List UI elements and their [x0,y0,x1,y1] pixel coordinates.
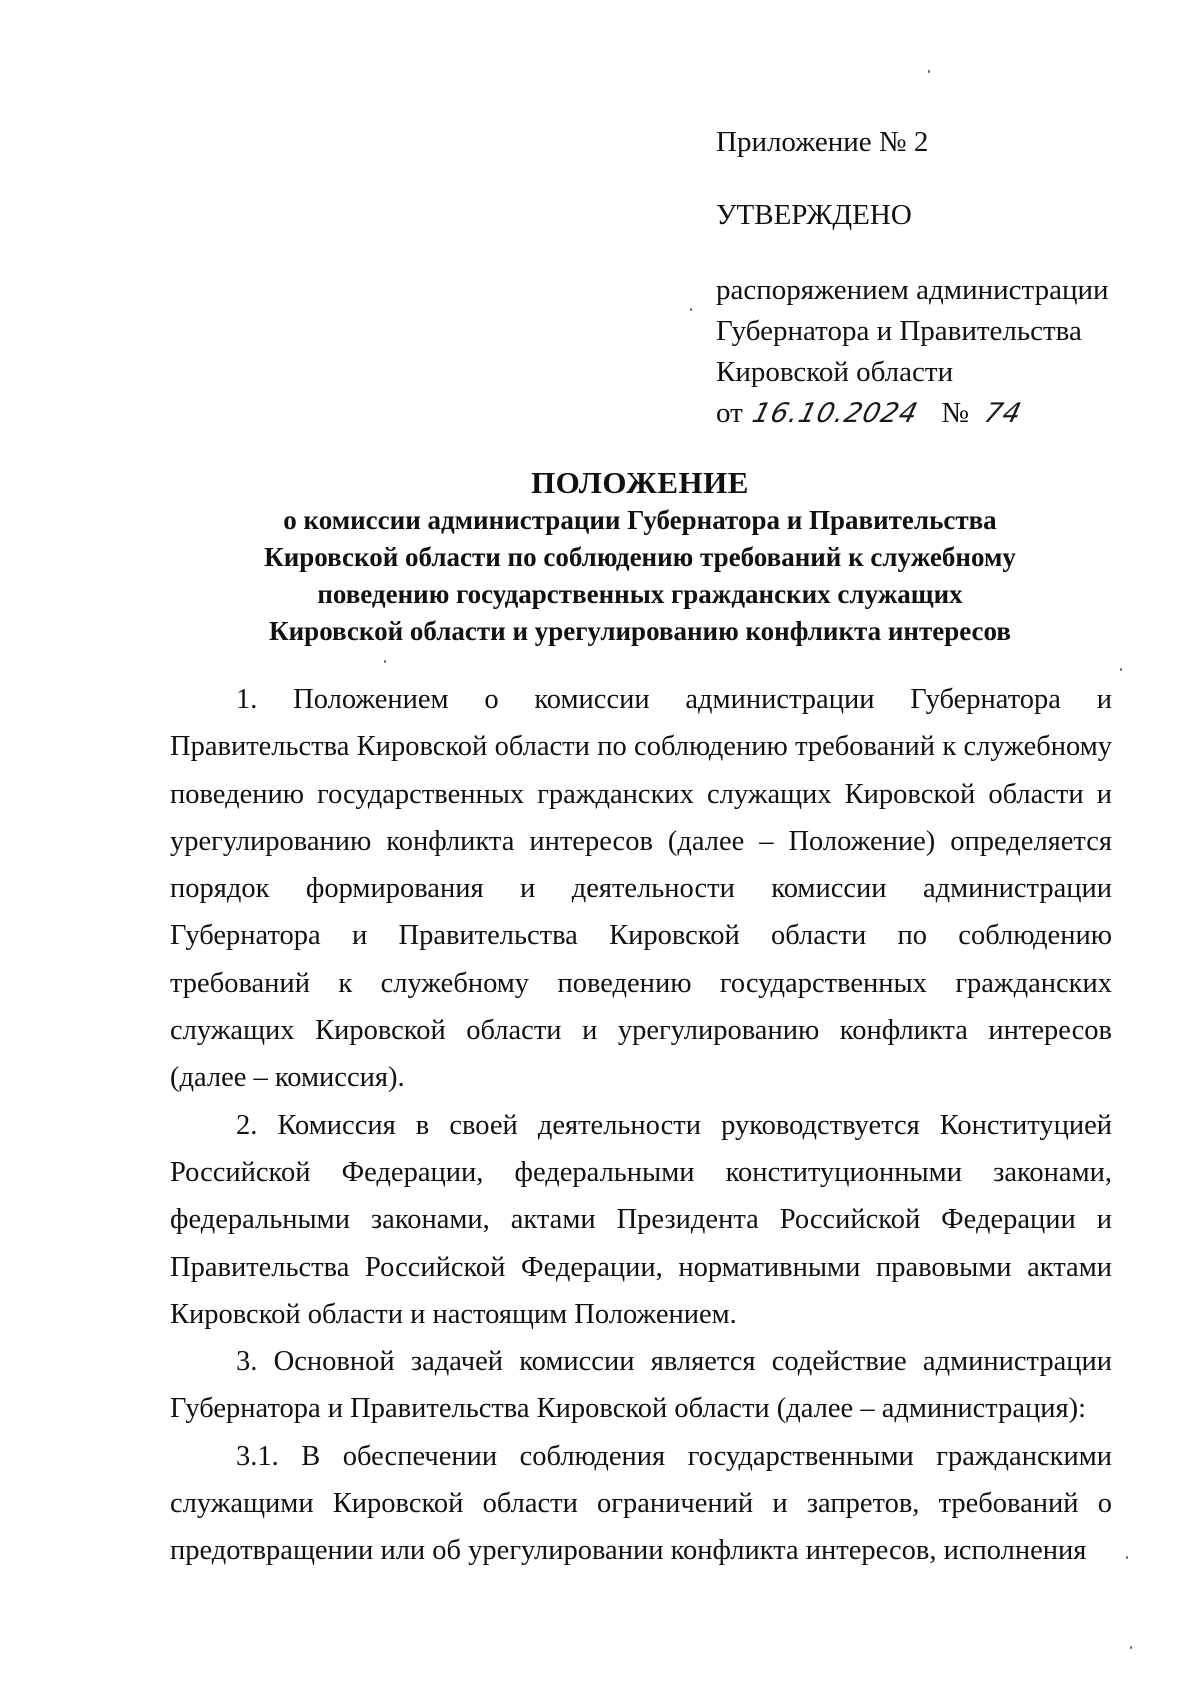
scan-speck [928,70,930,73]
subtitle-line-2: Кировской области по соблюдению требований к служебному [264,542,1016,572]
date-prefix: от [716,397,743,429]
document-title [170,464,1110,650]
title-main: ПОЛОЖЕНИЕ [531,465,749,500]
scan-speck [690,308,692,311]
order-line-2: Губернатора и Правительства [716,315,1082,347]
scan-speck [1130,1646,1132,1649]
scan-speck [1120,668,1122,671]
subtitle-line-3: поведению государственных гражданских служащих [317,579,963,609]
subtitle-line-1: о комиссии администрации Губернатора и Правительства [283,505,997,535]
paragraph-2: 2. Комиссия в своей деятельности руководствуется Конституцией Российской Федерации, федеральными конституционными законами, федеральными законами, актами Президента Российской Федерации и Правительства Российской Федерации, нормативными правовыми актами Кировской области и настоящим Положением. [170,1109,1112,1330]
order-date-line [716,393,1156,434]
order-line-3: Кировской области [716,356,954,388]
paragraph-3: 3. Основной задачей комиссии является содействие администрации Губернатора и Правительства Кировской области (далее – администрация): [170,1346,1112,1425]
handwritten-date: 16.10.2024 [748,398,922,429]
approval-block [716,128,1156,434]
number-sign: № [941,397,970,429]
scan-speck [1126,1556,1128,1559]
document-body [170,676,1112,1575]
order-line-1: распоряжением администрации [716,274,1109,306]
scan-speck [384,660,386,663]
subtitle-line-4: Кировской области и урегулированию конфликта интересов [269,616,1011,646]
paragraph-3-1: 3.1. В обеспечении соблюдения государственными гражданскими служащими Кировской области ограничений и запретов, требований о предотвращении или об урегулировании конфликта интересов, исполнения [170,1440,1112,1567]
handwritten-number: 74 [981,398,1026,429]
approved-stamp-text: УТВЕРЖДЕНО [716,199,912,231]
appendix-label: Приложение № 2 [716,126,929,158]
paragraph-1: 1. Положением о комиссии администрации Губернатора и Правительства Кировской области по соблюдению требований к служебному поведению государственных гражданских служащих Кировской области и урегулированию конфликта интересов (далее – Положение) определяется порядок формирования и деятельности комиссии администрации Губернатора и Правительства Кировской области по соблюдению требований к служебному поведению государственных гражданских служащих Кировской области и урегулированию конфликта интересов (далее – комиссия). [170,684,1112,1094]
title-subtitle [170,502,1110,650]
